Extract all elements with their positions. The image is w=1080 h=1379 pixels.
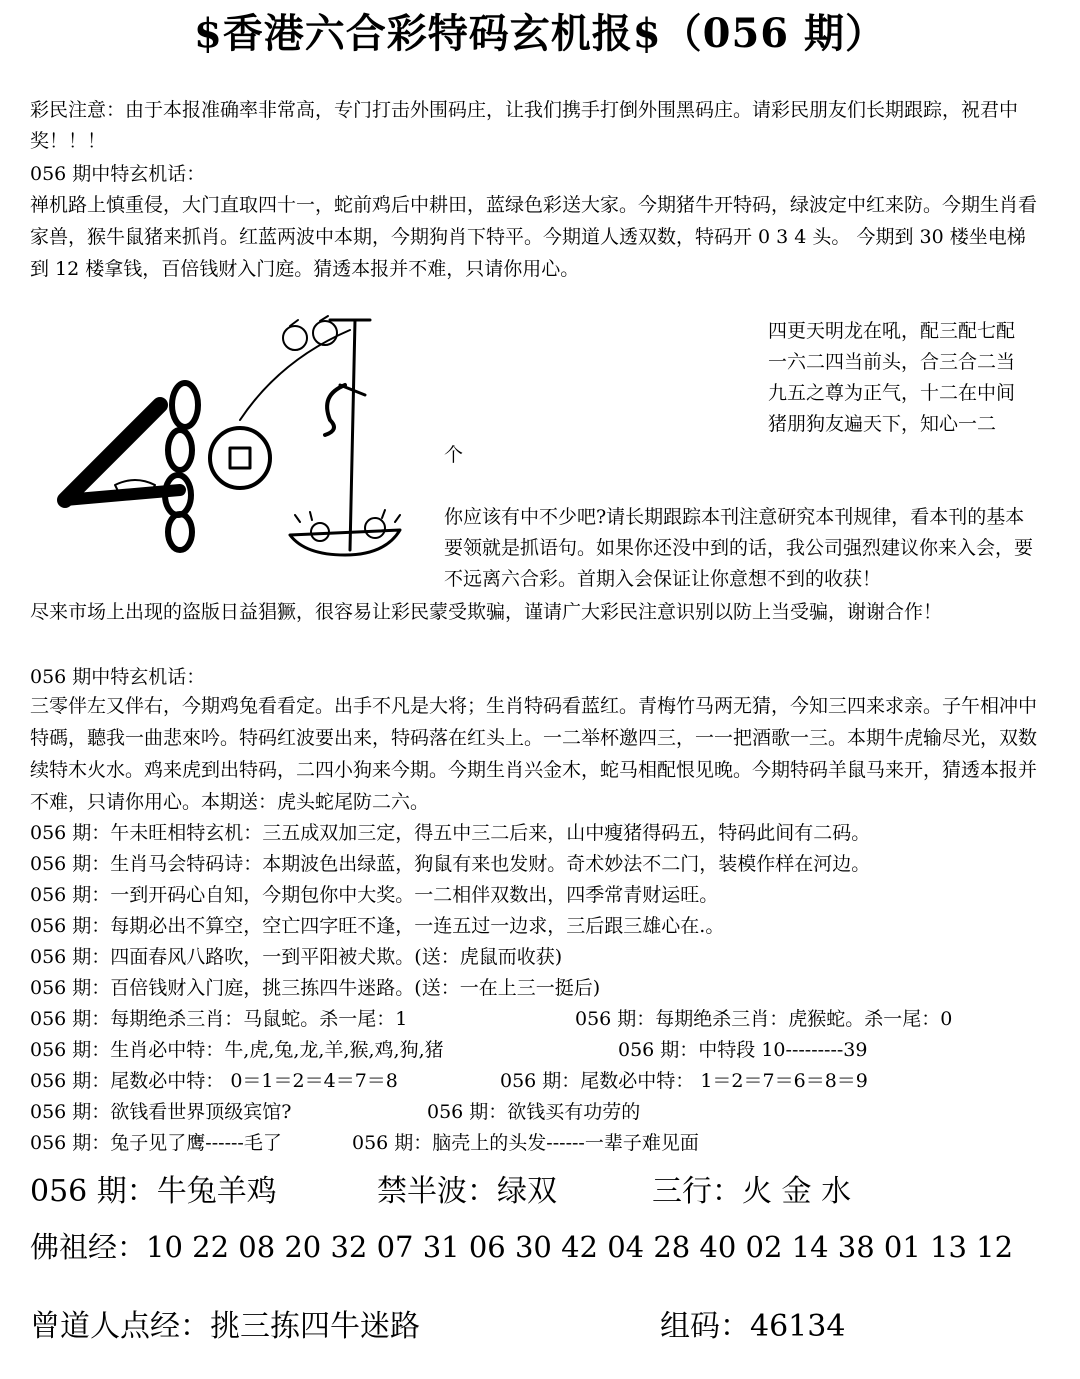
pair-left: 056 期：每期绝杀三肖：马鼠蛇。杀一尾：1: [30, 1008, 408, 1030]
pair-right: 056 期：尾数必中特： 1＝2＝7＝6＝8＝9: [500, 1070, 868, 1092]
prediction-line: 056 期：四面春风八路吹，一到平阳被犬欺。(送：虎鼠而收获): [30, 946, 563, 968]
poem-line: 九五之尊为正气，十二在中间: [768, 382, 1016, 404]
section1-body: 禅机路上慎重侵，大门直取四十一，蛇前鸡后中耕田，蓝绿色彩送大家。今期猪牛开特码，绿波定中红来防。今期生肖看家兽，猴牛鼠猪来抓肖。红蓝两波中本期，今期狗肖下特平。今期道人透双数，特码开 0 3 4 头。 今期到 30 楼坐电梯到 12 楼拿钱，百倍钱财入门庭。猜透本报并不难，只请你用心。: [30, 194, 1038, 280]
pair-right: 056 期：每期绝杀三肖：虎猴蛇。杀一尾：0: [575, 1008, 953, 1030]
poem-line: 四更天明龙在吼，配三配七配: [768, 320, 1016, 342]
pair-left: 056 期：兔子见了鹰------毛了: [30, 1132, 282, 1154]
promo-text: 你应该有中不少吧?请长期跟踪本刊注意研究本刊规律，看本刊的基本要领就是抓语句。如果你还没中到的话，我公司强烈建议你来入会，要不远离六合彩。首期入会保证让你意想不到的收获！: [444, 506, 1034, 590]
summary-ban-wave: 禁半波：绿双: [377, 1174, 557, 1209]
section2-body: 三零伴左又伴右，今期鸡兔看看定。出手不凡是大将；生肖特码看蓝红。青梅竹马两无猜，今知三四来求亲。子午相冲中特碼，聽我一曲悲來吟。特码红波要出来，特码落在红头上。一二举杯邀四三，一一把酒歌一三。本期牛虎输尽光，双数续特木火水。鸡来虎到出特码，二四小狗来今期。今期生肖兴金木，蛇马相配恨见晚。今期特码羊鼠马来开，猜透本报并不难，只请你用心。本期送：虎头蛇尾防二六。: [30, 695, 1038, 813]
pair-right: 056 期：欲钱买有功劳的: [427, 1101, 641, 1123]
prediction-line: 056 期：百倍钱财入门庭，挑三拣四牛迷路。(送：一在上三一挺后): [30, 977, 601, 999]
prediction-line: 056 期：午未旺相特玄机：三五成双加三定，得五中三二后来，山中瘦猪得码五，特码此间有二码。: [30, 822, 871, 844]
summary-taoist: 曾道人点经：挑三拣四牛迷路: [30, 1309, 420, 1344]
prediction-line: 056 期：每期必出不算空，空亡四字旺不逢，一连五过一边求，三后跟三雄心在.。: [30, 915, 725, 937]
poem-tail: 个: [444, 444, 464, 466]
poem-line: 猪朋狗友遍天下，知心一二: [768, 413, 997, 435]
warning-text: 尽来市场上出现的盗版日益猖獗，很容易让彩民蒙受欺骗，谨请广大彩民注意识别以防上当受骗，谢谢合作！: [30, 601, 943, 623]
summary-group-code: 组码：46134: [660, 1309, 846, 1344]
page-title: $香港六合彩特码玄机报$（056 期）: [193, 10, 887, 57]
summary-sutra: 佛祖经：10 22 08 20 32 07 31 06 30 42 04 28 40 02 14 38 01 13 12: [30, 1230, 1014, 1264]
prediction-line: 056 期：一到开码心自知，今期包你中大奖。一二相伴双数出，四季常青财运旺。: [30, 884, 719, 906]
prediction-line: 056 期：生肖马会特码诗：本期波色出绿蓝，狗鼠有来也发财。奇术妙法不二门，装模作样在河边。: [30, 853, 871, 875]
scale-money-illustration: [40, 300, 430, 570]
notice-text: 彩民注意：由于本报准确率非常高，专门打击外围码庄，让我们携手打倒外围黑码庄。请彩民朋友们长期跟踪，祝君中奖！！！: [30, 99, 1019, 152]
summary-elements: 三行：火 金 水: [652, 1174, 852, 1209]
poem: [768, 316, 1015, 440]
section1-heading: 056 期中特玄机话：: [30, 163, 206, 185]
section2-heading: 056 期中特玄机话：: [30, 666, 206, 688]
pair-right: 056 期：脑壳上的头发------一辈子难见面: [352, 1132, 699, 1154]
pair-left: 056 期：尾数必中特： 0＝1＝2＝4＝7＝8: [30, 1070, 398, 1092]
poem-line: 一六二四当前头，合三合二当: [768, 351, 1016, 373]
summary-zodiac: 056 期：牛兔羊鸡: [30, 1174, 277, 1209]
pair-right: 056 期：中特段 10---------39: [618, 1039, 868, 1061]
pair-left: 056 期：生肖必中特：牛,虎,兔,龙,羊,猴,鸡,狗,猪: [30, 1039, 444, 1061]
pair-left: 056 期：欲钱看世界顶级宾馆?: [30, 1101, 292, 1123]
